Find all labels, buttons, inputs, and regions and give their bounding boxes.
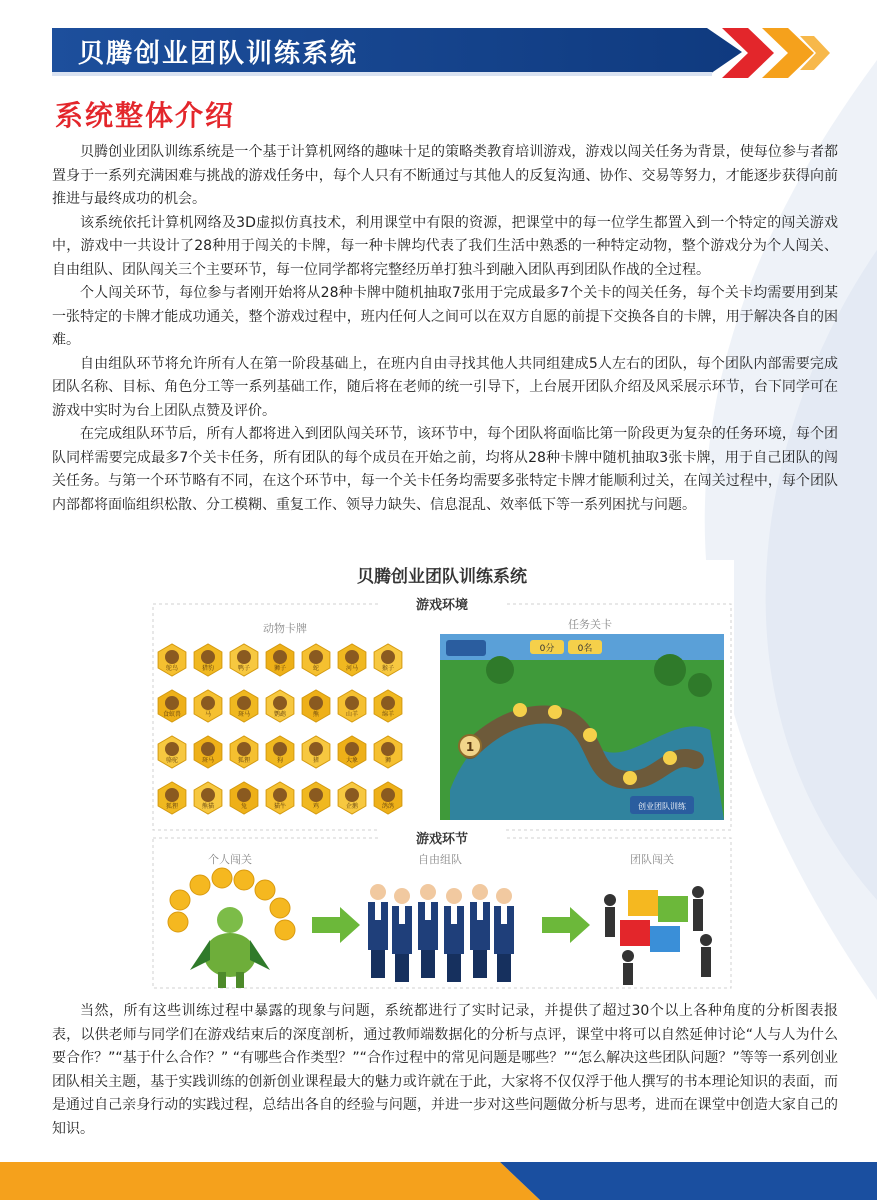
card-name: 猪 xyxy=(312,757,320,764)
card-name: 熊猫 xyxy=(201,803,215,810)
animal-icon xyxy=(237,696,251,710)
cards-label: 动物卡牌 xyxy=(263,622,307,635)
brand-badge: 创业团队训练 xyxy=(638,802,686,811)
animal-card xyxy=(302,736,330,768)
card-name: 鸭子 xyxy=(237,665,251,672)
animal-card xyxy=(338,736,366,768)
animal-cards-grid xyxy=(158,644,402,814)
animal-icon xyxy=(309,788,323,802)
figure-title: 贝腾创业团队训练系统 xyxy=(357,567,527,587)
section-title: 系统整体介绍 xyxy=(55,99,236,132)
stage-team-label: 团队闯关 xyxy=(630,853,674,866)
card-name: 鸡 xyxy=(312,803,320,810)
hero-illustration xyxy=(168,868,295,988)
animal-icon xyxy=(381,696,395,710)
animal-card xyxy=(374,644,402,676)
animal-icon xyxy=(309,650,323,664)
card-name: 河马 xyxy=(345,665,359,672)
team-member xyxy=(418,884,438,978)
paragraph: 个人闯关环节，每位参与者刚开始将从28种卡牌中随机抽取7张用于完成最多7个关卡的闯关任务，每个关卡均需要用到某一张特定的卡牌才能成功通关，整个游戏过程中，班内任何人之间可以在双方自愿的前提下交换各自的卡牌，用于解决各自的困难。 xyxy=(52,285,838,348)
animal-card xyxy=(338,644,366,676)
team-member xyxy=(392,888,412,982)
card-name: 斑马 xyxy=(201,757,215,764)
animal-card xyxy=(302,644,330,676)
animal-card xyxy=(266,782,294,814)
animal-card xyxy=(158,736,186,768)
animal-icon xyxy=(309,696,323,710)
animal-icon xyxy=(201,696,215,710)
infographic-svg xyxy=(150,560,734,992)
animal-icon xyxy=(237,788,251,802)
card-name: 食蚁兽 xyxy=(162,711,182,718)
team-illustration xyxy=(368,884,514,982)
animal-card xyxy=(266,736,294,768)
team-member xyxy=(494,888,514,982)
card-name: 斑马 xyxy=(237,711,251,718)
card-name: 大象 xyxy=(345,757,359,764)
team-member xyxy=(368,884,388,978)
card-name: 猫牛 xyxy=(273,803,287,810)
stages-label: 游戏环节 xyxy=(415,832,469,847)
card-name: 狮子 xyxy=(273,665,287,672)
animal-card xyxy=(194,736,222,768)
animal-icon xyxy=(345,696,359,710)
animal-icon xyxy=(345,788,359,802)
animal-card xyxy=(374,736,402,768)
animal-icon xyxy=(201,650,215,664)
animal-icon xyxy=(381,742,395,756)
animal-icon xyxy=(273,650,287,664)
card-name: 狮 xyxy=(384,757,392,764)
animal-card xyxy=(338,782,366,814)
animal-card xyxy=(230,782,258,814)
card-name: 骆驼 xyxy=(165,757,179,764)
stage-personal-label: 个人闯关 xyxy=(208,853,252,866)
animal-card xyxy=(374,690,402,722)
system-infographic xyxy=(150,560,734,992)
animal-icon xyxy=(165,696,179,710)
header-title: 贝腾创业团队训练系统 xyxy=(78,39,359,69)
animal-card xyxy=(338,690,366,722)
card-name: 猎豹 xyxy=(201,665,215,672)
tasks-label: 任务关卡 xyxy=(568,618,612,631)
card-name: 猴子 xyxy=(381,665,395,672)
animal-icon xyxy=(165,650,179,664)
animal-icon xyxy=(273,742,287,756)
hud-rank: 0名 xyxy=(577,644,593,654)
start-marker: 1 xyxy=(465,740,475,754)
arrow-right-icon xyxy=(312,907,360,943)
card-name: 企鹅 xyxy=(345,803,359,810)
animal-card xyxy=(194,644,222,676)
card-name: 山羊 xyxy=(345,711,359,718)
animal-card xyxy=(230,736,258,768)
chevron-arrows-icon xyxy=(722,28,834,78)
card-name: 马 xyxy=(204,711,212,718)
animal-card xyxy=(302,782,330,814)
animal-icon xyxy=(345,650,359,664)
card-name: 熊 xyxy=(312,711,320,718)
intro-article xyxy=(52,141,838,517)
animal-icon xyxy=(237,742,251,756)
arrow-right-icon xyxy=(542,907,590,943)
animal-card xyxy=(374,782,402,814)
card-name: 狐狸 xyxy=(237,757,251,764)
animal-card xyxy=(230,690,258,722)
paragraph: 在完成组队环节后，所有人都将进入到团队闯关环节，该环节中，每个团队将面临比第一阶段更为复杂的任务环境，每个团队同样需要完成最多7个关卡任务，所有团队的每个成员在开始之前，均将从28种卡牌中随机抽取3张卡牌，用于自己团队的闯关任务。与第一个环节略有不同，在这个环节中，每一个关卡任务均需要多张特定卡牌才能顺利过关，在闯关过程中，每个团队内部都将面临组织松散、分工模糊、重复工作、领导力缺失、信息混乱、效率低下等一系列困扰与问题。 xyxy=(52,426,838,513)
animal-icon xyxy=(309,742,323,756)
hud-score: 0分 xyxy=(539,644,555,654)
card-name: 狗 xyxy=(276,757,284,764)
stage-team-up-label: 自由组队 xyxy=(418,853,462,866)
closing-article xyxy=(52,1000,838,1141)
paragraph: 自由组队环节将允许所有人在第一阶段基础上，在班内自由寻找其他人共同组建成5人左右的团队，每个团队内部需要完成团队名称、目标、角色分工等一系列基础工作，随后将在老师的统一引导下，上台展开团队介绍及风采展示环节，台下同学可在游戏中实时为台上团队点赞及评价。 xyxy=(52,355,838,419)
team-member xyxy=(470,884,490,978)
animal-icon xyxy=(345,742,359,756)
animal-icon xyxy=(381,650,395,664)
animal-icon xyxy=(165,788,179,802)
animal-icon xyxy=(201,742,215,756)
closing-paragraph: 当然，所有这些训练过程中暴露的现象与问题，系统都进行了实时记录，并提供了超过30个以上各种角度的分析图表报表，以供老师与同学们在游戏结束后的深度剖析，通过教师端数据化的分析与点评，课堂中将可以自然延伸讨论“人与人为什么要合作？”“基于什么合作？” “有哪些合作类型？”“合作过程中的常见问题是哪些？”“怎么解决这些团队问题？”等等一系列创业团队相关主题，基于实践训练的创新创业课程最大的魅力或许就在于此，大家将不仅仅浮于他人撰写的书本理论知识的表面，而是通过自己亲身行动的实践过程，总结出各自的经验与问题，并进一步对这些问题做分析与思考，进而在课堂中创造大家自己的知识。 xyxy=(52,1003,838,1137)
animal-card xyxy=(158,690,186,722)
animal-icon xyxy=(381,788,395,802)
puzzle-illustration xyxy=(604,886,712,985)
animal-icon xyxy=(273,788,287,802)
card-name: 兔 xyxy=(240,803,248,810)
animal-icon xyxy=(273,696,287,710)
animal-icon xyxy=(201,788,215,802)
animal-icon xyxy=(237,650,251,664)
animal-icon xyxy=(165,742,179,756)
animal-card xyxy=(266,644,294,676)
team-member xyxy=(444,888,464,982)
card-name: 鹦鹉 xyxy=(273,711,287,718)
env-label: 游戏环境 xyxy=(415,598,469,613)
paragraph: 该系统依托计算机网络及3D虚拟仿真技术，利用课堂中有限的资源，把课堂中的每一位学生都置入到一个特定的闯关游戏中，游戏中一共设计了28种用于闯关的卡牌，每一种卡牌均代表了我们生活中熟悉的一种特定动物，整个游戏分为个人闯关、自由组队、团队闯关三个主要环节，每一位同学都将完整经历单打独斗到融入团队再到团队作战的全过程。 xyxy=(52,214,838,278)
paragraph: 贝腾创业团队训练系统是一个基于计算机网络的趣味十足的策略类教育培训游戏，游戏以闯关任务为背景，使每位参与者都置身于一系列充满困难与挑战的游戏任务中，每个人只有不断通过与其他人的反复沟通、协作、交易等努力，才能逐步获得向前推进与最终成功的机会。 xyxy=(52,144,838,207)
animal-card xyxy=(194,690,222,722)
animal-card xyxy=(194,782,222,814)
animal-card xyxy=(230,644,258,676)
game-scene xyxy=(440,634,724,820)
card-name: 绵羊 xyxy=(381,711,395,718)
animal-card xyxy=(302,690,330,722)
card-name: 蛇 xyxy=(312,665,320,672)
card-name: 鸽鸽 xyxy=(381,803,395,810)
animal-card xyxy=(158,782,186,814)
card-name: 鸵鸟 xyxy=(165,665,179,672)
card-name: 狐狸 xyxy=(165,803,179,810)
footer-band xyxy=(0,1162,877,1200)
animal-card xyxy=(158,644,186,676)
animal-card xyxy=(266,690,294,722)
